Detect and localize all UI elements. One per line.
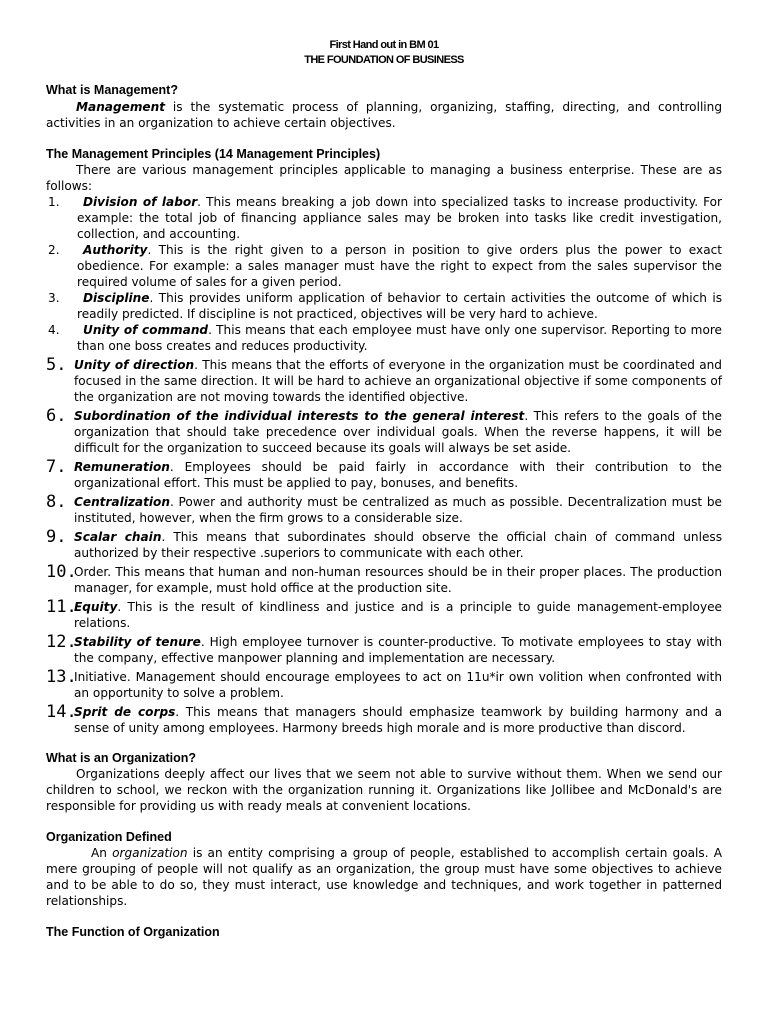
principle-number: 4. <box>48 323 60 337</box>
principle-number: 12. <box>46 632 77 652</box>
principle-text: . High employee turnover is counter-productive. To motivate employees to stay with the company, effective manpower planning and implementation are necessary. <box>74 635 722 665</box>
principle-term: Subordination of the individual interests to the general interest <box>74 409 525 423</box>
principle-text: . This means that managers should emphasize teamwork by building harmony and a sense of unity among employees. Harmony breeds high morale and is more productive than discord. <box>74 705 722 735</box>
principle-text: . This provides uniform application of behavior to certain activities the outcome of which is readily predicted. If discipline is not practiced, objectives will be very hard to achieve. <box>77 291 722 321</box>
principle-item <box>46 669 722 701</box>
document-header <box>46 38 722 68</box>
definition-prefix: An <box>91 846 113 860</box>
principle-term: Order <box>74 565 108 579</box>
principle-text: . Employees should be paid fairly in accordance with their contribution to the organizational effort. This must be applied to pay, bonuses, and benefits. <box>74 460 722 490</box>
principle-number: 11. <box>46 597 77 617</box>
handout-subtitle: THE FOUNDATION OF BUSINESS <box>304 54 464 66</box>
principle-text: . This means that subordinates should observe the official chain of command unless authorized by their respective .superiors to communicate with each other. <box>74 530 722 560</box>
principle-item <box>46 194 722 242</box>
principle-item <box>46 634 722 666</box>
term-management: Management <box>76 100 166 114</box>
principle-item <box>46 459 722 491</box>
term-organization: organization <box>112 846 188 860</box>
principle-term: Sprit de corps <box>74 705 176 719</box>
section-organization-defined <box>46 829 722 909</box>
definition-text: is the systematic process of planning, organizing, staffing, directing, and controlling activities in an organization to achieve certain objectives. <box>46 100 722 130</box>
principle-text: . This means that human and non-human resources should be in their proper places. The production manager, for example, must hold office at the production site. <box>74 565 722 595</box>
definition-text: is an entity comprising a group of people, established to accomplish certain goals. A mere grouping of people will not qualify as an organization, the group must have some objectives to achieve and to be able to do so, they must interact, use knowledge and techniques, and work together in patterned relationships. <box>46 846 722 908</box>
principle-item <box>46 357 722 405</box>
principle-text: . This means breaking a job down into specialized tasks to increase productivity. For example: the total job of financing appliance sales may be broken into tasks like credit investigation, collection, and accounting. <box>77 195 722 241</box>
principle-number: 2. <box>48 243 60 257</box>
principle-text: . Management should encourage employees to act on 11u*ir own volition when confronted with an opportunity to solve a problem. <box>74 670 722 700</box>
section-heading: What is Management? <box>46 83 178 97</box>
principle-text: . This is the result of kindliness and justice and is a principle to guide management-employee relations. <box>74 600 722 630</box>
principle-text: . Power and authority must be centralized as much as possible. Decentralization must be instituted, however, when the firm grows to a considerable size. <box>74 495 722 525</box>
principle-item <box>46 322 722 354</box>
principle-term: Centralization <box>74 495 170 509</box>
principle-term: Remuneration <box>74 460 170 474</box>
principle-item <box>46 242 722 290</box>
principle-text: . This is the right given to a person in position to give orders plus the power to exact obedience. For example: a sales manager must have the right to expect from the sales supervisor the required volume of sales for a given period. <box>77 243 722 289</box>
principle-number: 10. <box>46 562 77 582</box>
organization-paragraph: Organizations deeply affect our lives that we seem not able to survive without them. When we send our children to school, we reckon with the organization running it. Organizations like Jollibee and McDonald's are responsible for providing us with ready meals at convenient locations. <box>46 767 722 813</box>
organization-definition <box>46 845 722 909</box>
principle-term: Discipline <box>83 291 150 305</box>
principle-item <box>46 408 722 456</box>
section-heading: What is an Organization? <box>46 751 197 765</box>
principle-term: Authority <box>83 243 148 257</box>
principle-term: Unity of direction <box>74 358 195 372</box>
principle-text: . This refers to the goals of the organization that should take precedence over individual goals. When the reverse happens, it will be difficult for the organization to succeed because its goals will always be set aside. <box>74 409 723 455</box>
principle-item <box>46 564 722 596</box>
principle-number: 3. <box>48 291 60 305</box>
principle-term: Stability of tenure <box>74 635 201 649</box>
section-what-is-management <box>46 82 722 131</box>
principle-number: 8. <box>46 492 67 512</box>
principle-text: . This means that the efforts of everyone in the organization must be coordinated and focused in the same direction. It will be hard to achieve an organizational objective if some components of the organization are not moving towards the identified objective. <box>74 358 722 404</box>
principle-term: Scalar chain <box>74 530 162 544</box>
management-definition <box>46 99 722 131</box>
section-heading: Organization Defined <box>46 830 172 844</box>
principles-intro: There are various management principles applicable to managing a business enterprise. These are as follows: <box>46 163 722 193</box>
principle-item <box>46 599 722 631</box>
principle-term: Unity of command <box>83 323 209 337</box>
principle-term: Division of labor <box>83 195 198 209</box>
section-what-is-organization <box>46 750 722 814</box>
principle-number: 5. <box>46 355 67 375</box>
principle-number: 9. <box>46 527 67 547</box>
section-management-principles <box>46 146 722 736</box>
section-heading: The Management Principles (14 Management Principles) <box>46 147 381 161</box>
section-function-of-organization <box>46 924 722 940</box>
principle-number: 1. <box>48 195 60 209</box>
principle-term: Equity <box>74 600 118 614</box>
principle-item <box>46 494 722 526</box>
principle-item <box>46 529 722 561</box>
principle-number: 7. <box>46 457 67 477</box>
principles-list <box>46 194 722 736</box>
principle-number: 14. <box>46 702 77 722</box>
principle-item <box>46 290 722 322</box>
principle-number: 13. <box>46 667 77 687</box>
principle-item <box>46 704 722 736</box>
principle-number: 6. <box>46 406 67 426</box>
handout-title: First Hand out in BM 01 <box>329 39 439 51</box>
principle-text: . This means that each employee must have only one supervisor. Reporting to more than one boss creates and reduces productivity. <box>77 323 722 353</box>
section-heading: The Function of Organization <box>46 925 220 939</box>
principle-term: Initiative <box>74 670 127 684</box>
